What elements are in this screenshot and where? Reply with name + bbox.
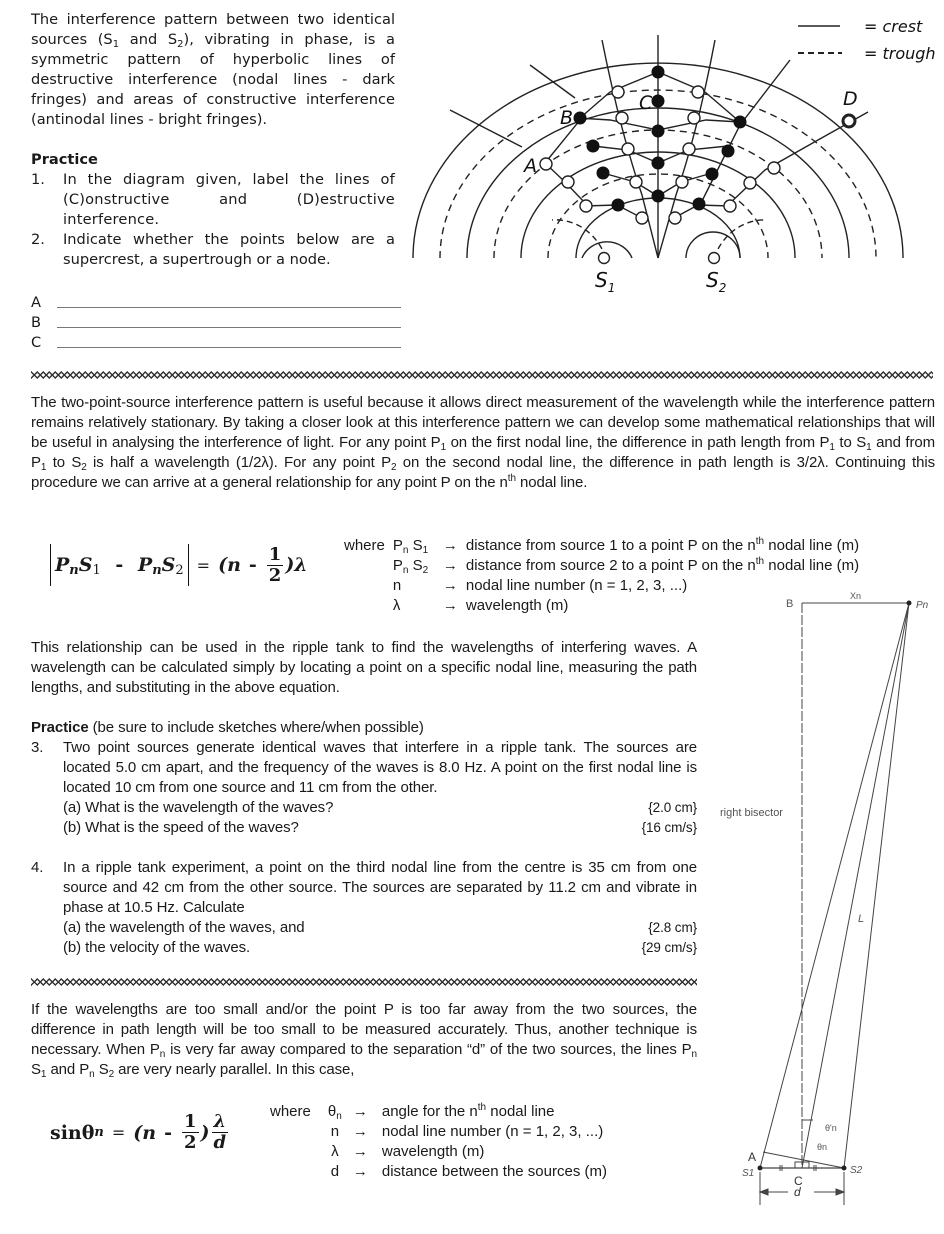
part-answer: {29 cm/s}: [641, 940, 697, 955]
text: S: [94, 1061, 109, 1078]
variable-symbol: $\theta_n$: [327, 1103, 342, 1122]
subscript: 1: [40, 462, 47, 473]
label-right-bisector: right bisector: [720, 807, 783, 819]
eq-symbol: S: [78, 554, 93, 576]
label-c: C: [794, 1174, 803, 1188]
text: on the first nodal line, the difference in path length from P: [446, 434, 830, 451]
practice-1-section: [31, 150, 395, 270]
variable-symbol: n: [392, 577, 402, 594]
answer-line-c[interactable]: [57, 347, 401, 348]
denominator: 2: [183, 1132, 197, 1153]
subscript: 1: [40, 1069, 47, 1080]
blank-label: C: [31, 334, 42, 351]
eq-function: sinθ: [50, 1121, 95, 1144]
eq-symbol: (n: [133, 1121, 157, 1144]
fraction-one-half: [267, 545, 284, 586]
section-2-paragraph: [31, 393, 935, 493]
item-number: 1.: [31, 171, 45, 188]
question-text: Two point sources generate identical waves that interfere in a ripple tank. The sources are located 5.0 cm apart, and the frequency of the waves is 8.0 Hz. A point on the first nodal line is located 10 cm from one source and 11 cm from the other.: [63, 739, 697, 796]
subscript: 1: [112, 39, 120, 50]
subscript: 2: [81, 462, 87, 473]
line-pn-c: [802, 603, 909, 1168]
eq-operator: -: [164, 1121, 172, 1144]
question-number: 4.: [31, 859, 44, 876]
eq-symbol: (n: [218, 554, 241, 576]
source-label-s1: $S_1$: [595, 268, 616, 295]
variable-symbol: d: [330, 1163, 340, 1180]
where-label: where: [270, 1103, 311, 1120]
path-difference-equation: [50, 544, 308, 586]
question-part: [63, 798, 697, 818]
eq-symbol: )λ: [285, 554, 308, 576]
practice-heading: Practice: [31, 719, 89, 736]
text: to S: [834, 434, 867, 451]
eq-symbol: ): [200, 1121, 210, 1144]
practice-2-section: [31, 718, 697, 958]
variable-description: distance from source 2 to a point P on the $n^{th}$ nodal line (m): [465, 556, 860, 574]
arrow-icon: →: [442, 577, 458, 594]
text: to S: [46, 454, 82, 471]
line-pn-s1: [760, 603, 909, 1168]
source-label-s2: $S_2$: [706, 268, 727, 295]
eq-symbol: S: [161, 554, 176, 576]
subscript: 2: [108, 1069, 115, 1080]
text: is half a wavelength (1/2λ). For any point P: [86, 454, 391, 471]
blank-label: A: [31, 294, 41, 311]
eq-symbol: P: [137, 554, 153, 576]
eq-operator: -: [115, 554, 124, 576]
answer-blank-c: [31, 331, 401, 351]
subscript: 1: [829, 442, 835, 453]
eq-subscript: 1: [92, 563, 101, 578]
label-theta-prime: θ'n: [825, 1123, 837, 1133]
intro-text: The interference pattern between two identical sources (S: [31, 11, 395, 48]
answer-blanks: [31, 291, 401, 351]
legend-trough-label: = trough: [864, 44, 936, 63]
path-difference-geometry-diagram: [700, 580, 944, 1234]
variable-row: [270, 1102, 611, 1122]
variable-symbol: $P_n$ $S_1$: [392, 537, 429, 556]
part-question: (b) the velocity of the waves.: [63, 939, 251, 956]
numerator: 1: [268, 543, 282, 565]
intro-text: and S: [119, 31, 178, 48]
superscript: th: [507, 473, 516, 484]
legend-crest-label: = crest: [864, 17, 923, 36]
eq-symbol: P: [55, 554, 70, 576]
denominator: 2: [268, 564, 282, 586]
ripple-tank-paragraph: This relationship can be used in the ripple tank to find the wavelengths of interfering waves. A wavelength can be calculated simply by locating a point on a specific nodal line, measuring the path lengths, and substituting in the above equation.: [31, 639, 697, 696]
part-question: (a) What is the wavelength of the waves?: [63, 799, 334, 816]
part-question: (a) the wavelength of the waves, and: [63, 919, 305, 936]
question-4: [31, 858, 697, 958]
item-number: 2.: [31, 231, 45, 248]
eq-operator: =: [111, 1123, 126, 1142]
variable-symbol: $P_n$ $S_2$: [392, 557, 429, 576]
variable-row: [344, 556, 863, 576]
variable-description: nodal line number (n = 1, 2, 3, ...): [381, 1123, 604, 1140]
eq-operator: =: [196, 555, 211, 575]
arrow-icon: →: [352, 1163, 368, 1180]
variable-row: [270, 1162, 611, 1182]
eq-subscript: n: [69, 563, 79, 578]
variable-symbol: λ: [392, 597, 401, 614]
question-3: [31, 738, 697, 838]
answer-line-b[interactable]: [57, 327, 401, 328]
variable-row: [270, 1122, 611, 1142]
eq-operator: -: [248, 554, 257, 576]
point-label-b: B: [560, 107, 574, 129]
sine-theta-equation: sinθ n = (n - $\frac{1}{2}$ ) $\frac{\lambda}{d}$: [50, 1111, 227, 1153]
blank-label: B: [31, 314, 42, 331]
question-number: 3.: [31, 739, 44, 756]
label-theta: θn: [817, 1142, 828, 1152]
numerator: 1: [183, 1111, 197, 1132]
practice-note: (be sure to include sketches where/when possible): [88, 719, 424, 736]
part-answer: {16 cm/s}: [641, 820, 697, 835]
label-d: d: [794, 1185, 801, 1199]
variable-symbol: n: [330, 1123, 340, 1140]
subscript: 2: [390, 462, 397, 473]
arrow-icon: →: [352, 1123, 368, 1140]
point-label-a: A: [524, 155, 537, 177]
text: and P: [46, 1061, 90, 1078]
answer-blank-a: [31, 291, 401, 311]
practice-item: [31, 170, 395, 230]
denominator: d: [213, 1132, 227, 1153]
variable-description: nodal line number (n = 1, 2, 3, ...): [465, 577, 688, 594]
label-s2: S2: [850, 1165, 863, 1176]
variable-description: wavelength (m): [465, 597, 569, 614]
text: The two-point-source interference pattern is useful because it allows direct measurement of the wavelength while the interference pattern remains relatively stationary. By taking a closer look at this interference pattern we can develop some mathematical relationships that will be useful in analysing the interference of light. For any point P: [31, 394, 935, 451]
numerator: λ: [213, 1111, 227, 1132]
question-text: In a ripple tank experiment, a point on the third nodal line from the centre is 35 cm from one source and 42 cm from the other source. The sources are separated by 11.2 cm and vibrate in phase at 10.5 Hz. Calculate: [63, 859, 697, 916]
arrow-icon: →: [442, 597, 458, 614]
variable-description: distance between the sources (m): [381, 1163, 607, 1180]
subscript: 1: [866, 442, 872, 453]
arrow-icon: →: [442, 557, 458, 574]
subscript: n: [89, 1069, 95, 1080]
item-text: In the diagram given, label the lines of (C)onstructive and (D)estructive interference.: [63, 171, 395, 228]
where-label: where: [344, 537, 385, 554]
label-xn: Xn: [850, 591, 862, 601]
answer-line-a[interactable]: [57, 307, 401, 308]
line-pn-s2: [844, 603, 909, 1168]
text: If the wavelengths are too small and/or the point P is too far away from the two sources, the difference in path length will be too small to be measured accurately. Thus, another technique is necessary. When P: [31, 1001, 697, 1058]
question-part: [63, 918, 697, 938]
practice-heading: Practice: [31, 151, 98, 168]
label-b: B: [786, 598, 794, 610]
text: on the second nodal line, the difference in path length is 3/2λ. Continuing this procedure we can arrive at a general relationship for any point P on the n: [31, 454, 935, 491]
variable-symbol: λ: [331, 1143, 339, 1160]
part-question: (b) What is the speed of the waves?: [63, 819, 299, 836]
subscript: 2: [177, 39, 184, 50]
point-label-d: D: [843, 88, 858, 110]
intro-text: ), vibrating in phase, is a symmetric pattern of hyperbolic lines of destructive interference (nodal lines - dark fringes) and areas of constructive interference (antinodal lines - bright fringes).: [31, 31, 396, 128]
practice-item: [31, 230, 395, 270]
part-answer: {2.0 cm}: [648, 800, 697, 815]
question-part: [63, 938, 697, 958]
section-3-paragraph: [31, 1000, 697, 1080]
eq-subscript: n: [152, 563, 162, 578]
text: and from P: [31, 434, 935, 471]
variable-legend-2: [270, 1102, 611, 1182]
intro-paragraph: [31, 10, 395, 130]
arrow-icon: →: [352, 1103, 368, 1120]
answer-blank-b: [31, 311, 401, 331]
wavy-separator: [31, 371, 933, 379]
variable-description: wavelength (m): [381, 1143, 485, 1160]
label-a: A: [748, 1150, 757, 1164]
fraction-one-half: [182, 1112, 199, 1153]
arrow-icon: →: [352, 1143, 368, 1160]
fraction-lambda-over-d: [212, 1112, 229, 1153]
absolute-value: [50, 544, 189, 586]
point-label-c: C: [639, 92, 653, 114]
part-answer: {2.8 cm}: [648, 920, 697, 935]
interference-pattern-diagram: [410, 0, 944, 300]
item-text: Indicate whether the points below are a supercrest, a supertrough or a node.: [63, 231, 395, 268]
question-part: [63, 818, 697, 838]
label-pn: Pn: [916, 600, 929, 611]
text: S: [31, 1061, 41, 1078]
text: nodal line.: [515, 474, 588, 491]
text: is very far away compared to the separation “d” of the two sources, the lines P: [165, 1041, 692, 1058]
variable-description: angle for the $n^{th}$ nodal line: [381, 1102, 555, 1120]
variable-description: distance from source 1 to a point P on the $n^{th}$ nodal line (m): [465, 536, 860, 554]
subscript: 1: [440, 442, 447, 453]
subscript: n: [691, 1049, 697, 1060]
variable-row: [344, 536, 863, 556]
label-s1: S1: [742, 1168, 755, 1179]
wavy-separator: [31, 978, 697, 986]
line-a-s2: [763, 1152, 844, 1168]
variable-row: [270, 1142, 611, 1162]
text: are very nearly parallel. In this case,: [114, 1061, 355, 1078]
arrow-icon: →: [442, 537, 458, 554]
subscript: n: [159, 1049, 166, 1060]
practice-2-heading: [31, 718, 697, 738]
label-l: L: [858, 913, 865, 925]
eq-subscript: 2: [175, 563, 184, 578]
